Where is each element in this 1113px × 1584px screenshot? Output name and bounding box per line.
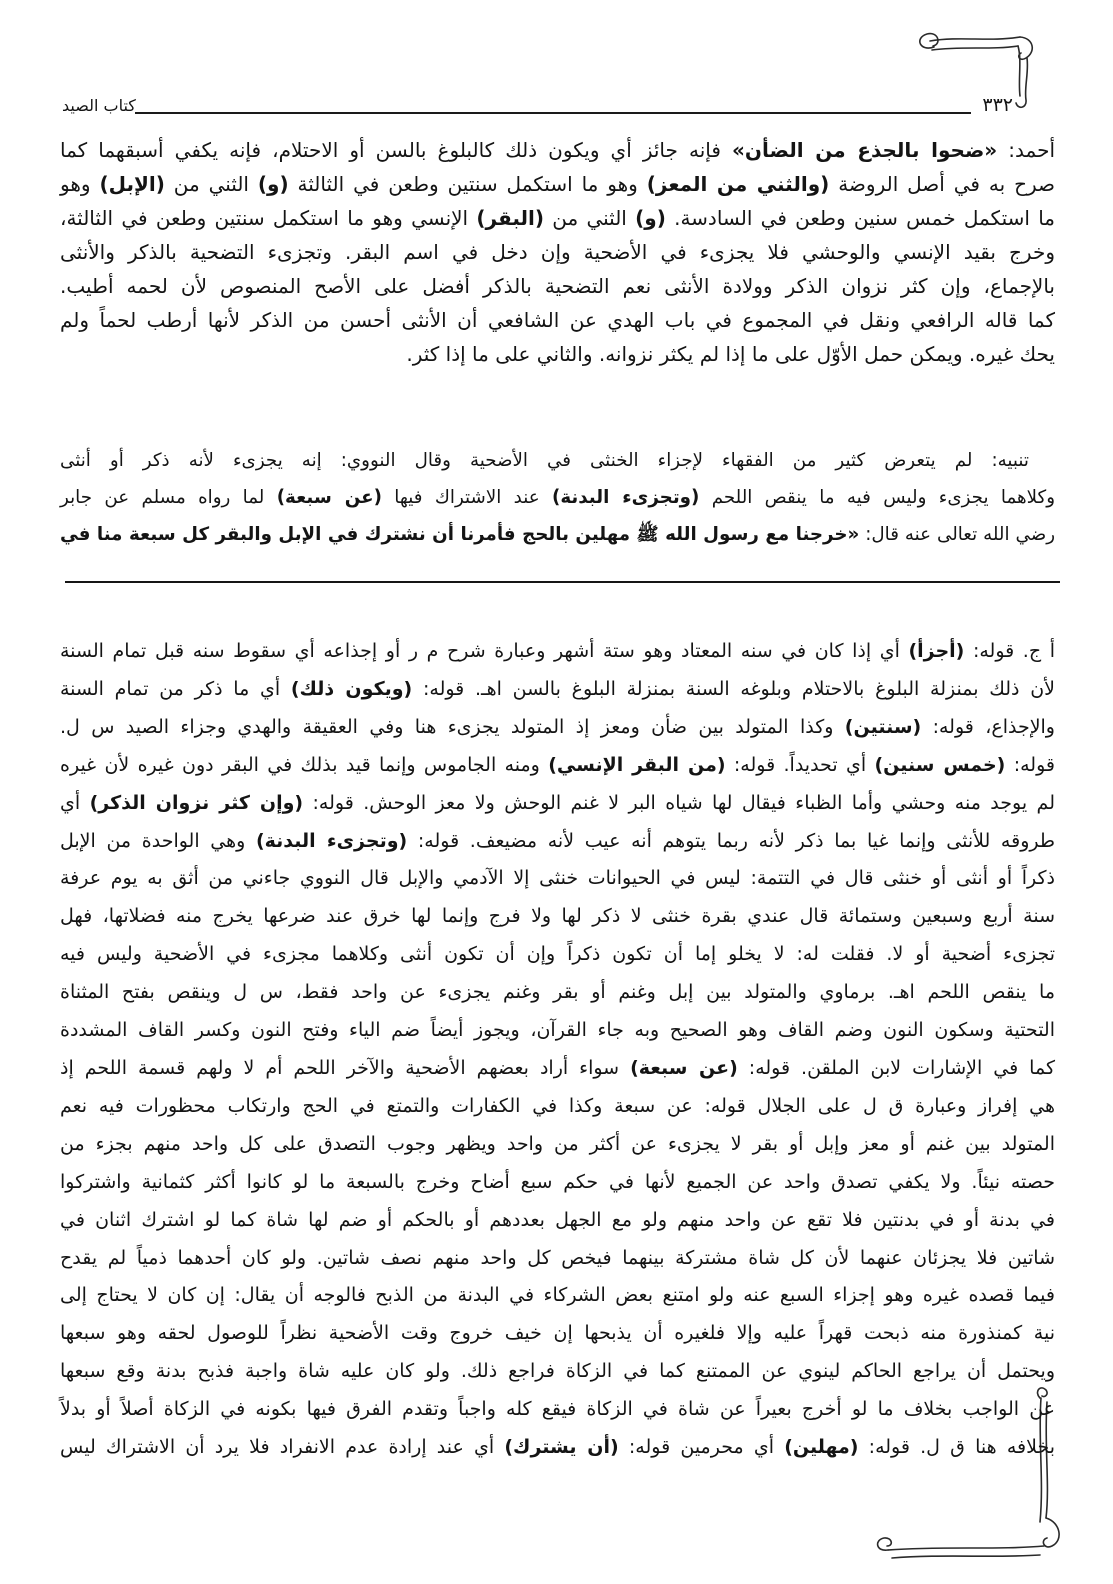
commentary-line: ما ينقص اللحم اهـ. برماوي والمتولد بين إبل وغنم أو بقر وغنم يجزىء عن واحد فقط، س ل وينقص بفتح المثناة bbox=[60, 981, 1055, 1004]
commentary-line: كما في الإشارات لابن الملقن. قوله: (عن سبعة) سواء أراد بعضهم الأضحية والآخر اللحم أم لا ولهم قسمة اللحم إذ bbox=[60, 1056, 1055, 1079]
commentary-line: لم يوجد منه وحشي وأما الظباء فيقال لها شياه البر لا غنم الوحش ولا معز الوحش. قوله: (وإن كثر نزوان الذكر) أي bbox=[60, 791, 1055, 814]
bold-phrase: (الإبل) bbox=[99, 172, 165, 196]
commentary-line: بخلافه هنا ق ل. قوله: (مهلين) أي محرمين قوله: (أن يشترك) أي عند إرادة عدم الانفراد فلا يرد أن الاشتراك ليس bbox=[60, 1436, 1055, 1459]
bold-phrase: (سنتين) bbox=[844, 715, 922, 738]
main-text-line: يحك غيره. ويمكن حمل الأوّل على ما إذا لم يكثر نزوانه. والثاني على ما إذا كثر. bbox=[406, 342, 1055, 366]
bold-phrase: (ويكون ذلك) bbox=[290, 677, 413, 700]
main-text-line: أحمد: «ضحوا بالجذع من الضأن» فإنه جائز أي ويكون ذلك كالبلوغ بالسن أو الاحتلام، فإنه يكفي أسبقهما كما bbox=[60, 138, 1055, 162]
commentary-line: طروقه للأنثى وإنما غيا بما ذكر لأنه ربما يتوهم أنه عيب لأنه مضيعف. قوله: (وتجزىء البدنة) وهي الواحدة من الإبل bbox=[60, 829, 1055, 852]
page-number: ٣٣٢ bbox=[982, 94, 1013, 116]
main-text-line: ما استكمل خمس سنين وطعن في السادسة. (و) الثني من (البقر) الإنسي وهو ما استكمل سنتين وطعن في الثالثة، bbox=[60, 206, 1056, 230]
commentary bbox=[60, 633, 1055, 1467]
commentary-line: تجزىء أضحية أو لا. فقلت له: لا يخلو إما أن تكون ذكراً وإن أن تكون أنثى وكلاهما مجزىء في الأضحية وليس فيه bbox=[60, 943, 1055, 966]
main-text-paragraph-2 bbox=[60, 442, 1055, 553]
commentary-line: والإجذاع، قوله: (سنتين) وكذا المتولد بين ضأن ومعز إذ المتولد يجزىء هنا وفي العقيقة والهدي وجزاء الصيد س ل. bbox=[60, 715, 1055, 738]
main-text-line: كما قاله الرافعي ونقل في المجموع في باب الهدي عن الشافعي أن الأنثى أحسن من الذكر لأنها أرطب لحماً ولم bbox=[60, 308, 1055, 332]
bold-phrase: (و) bbox=[635, 206, 666, 230]
commentary-line: لأن ذلك بمنزلة البلوغ بالاحتلام وبلوغه السنة بمنزلة البلوغ بالسن اهـ. قوله: (ويكون ذلك) أي ما ذكر من تمام السنة bbox=[60, 677, 1056, 700]
bold-phrase: «ضحوا بالجذع من الضأن» bbox=[731, 138, 998, 162]
bold-phrase: «خرجنا مع رسول الله ﷺ مهلين بالحج فأمرنا أن نشترك في الإبل والبقر كل سبعة منا في bbox=[60, 524, 860, 545]
corner-ornament-top bbox=[920, 34, 1032, 108]
commentary-line: شاتين فلا يجزئان عنهما لأن كل شاة مشتركة بينهما فيخص كل واحد منهم نصف شاتين. ولو كان أحدهما ذمياً لم يقدح bbox=[60, 1246, 1055, 1269]
bold-phrase: (مهلين) bbox=[784, 1436, 859, 1459]
main-text-line: بالإجماع، وإن كثر نزوان الذكر وولادة الأنثى نعم التضحية بالذكر أفضل على الأصح المنصوص لأن لحمه أطيب. bbox=[60, 274, 1055, 298]
main-text-line: وكلاهما يجزىء وليس فيه ما ينقص اللحم (وتجزىء البدنة) عند الاشتراك فيها (عن سبعة) لما رواه مسلم عن جابر bbox=[60, 487, 1056, 508]
main-text-line: تنبيه: لم يتعرض كثير من الفقهاء لإجزاء الخنثى في الأضحية وقال النووي: إنه يجزىء لأنه ذكر أو أنثى bbox=[60, 450, 1029, 471]
bold-phrase: (وتجزىء البدنة) bbox=[255, 829, 408, 852]
main-text-line: صرح به في أصل الروضة (والثني من المعز) وهو ما استكمل سنتين وطعن في الثالثة (و) الثني من (الإبل) وهو bbox=[60, 172, 1056, 196]
commentary-line: التحتية وسكون النون وضم القاف وهو الصحيح وبه جاء القرآن، ويجوز أيضاً ضم الياء وفتح النون وكسر القاف المشددة bbox=[60, 1019, 1055, 1042]
commentary-line: في بدنة أو في بدنتين فلا تقع عن واحد منهم ولو مع الجهل بعددهم أو بالحكم أو ضم لها شاة كما لو اشترك اثنان في bbox=[60, 1208, 1055, 1231]
bold-phrase: (وإن كثر نزوان الذكر) bbox=[89, 791, 304, 814]
commentary-line: ذكراً أو أنثى أو خنثى قال في التتمة: ليس في الحيوانات خنثى إلا الآدمي والإبل قال النووي جاءني من أثق به يوم عرفة bbox=[60, 867, 1055, 890]
main-text-line: رضي الله تعالى عنه قال: «خرجنا مع رسول الله ﷺ مهلين بالحج فأمرنا أن نشترك في الإبل والبقر كل سبعة منا في bbox=[60, 524, 1056, 545]
bold-phrase: (خمس سنين) bbox=[874, 753, 1006, 776]
bold-phrase: (والثني من المعز) bbox=[646, 172, 830, 196]
main-text-paragraph-1 bbox=[60, 133, 1055, 371]
commentary-line: ويحتمل أن يراجع الحاكم لينوي عن الممتنع كما في الزكاة فراجع ذلك. ولو كان عليه شاة واجبة فذبح بدنة وقع سبعها bbox=[60, 1360, 1055, 1383]
commentary-line: فيما قصده غيره وهو إجزاء السبع عنه ولو امتنع بعض الشركاء في البدنة من الذبح فالوجه أن يقال: إن كان لا يحتاج إلى bbox=[60, 1284, 1055, 1307]
commentary-line: نية كمنذورة منه ذبحت قهراً عليه وإلا فلغيره أن يذبحها إن خيف خروج وقت الأضحية نظراً للوصول لحقه وهو سبعها bbox=[60, 1322, 1055, 1345]
header-rule bbox=[135, 112, 971, 114]
running-title: كتاب الصيد bbox=[62, 96, 136, 115]
commentary-line: المتولد بين غنم أو معز وإبل أو بقر لا يجزىء عن أكثر من واحد ويظهر وجوب التصدق على كل واحد منهم بجزء من bbox=[60, 1132, 1055, 1155]
commentary-line: هي إفراز وعبارة ق ل على الجلال قوله: عن سبعة وكذا في الكفارات والتمتع في الحج وارتكاب محظورات فيه نعم bbox=[60, 1094, 1055, 1117]
commentary-line: أ ج. قوله: (أجزأ) أي إذا كان في سنه المعتاد وهو ستة أشهر وعبارة شرح م ر أو إجذاعه أي سقوط سنه قبل تمام السنة bbox=[60, 640, 1055, 662]
bold-phrase: (البقر) bbox=[476, 206, 545, 230]
commentary-line: عن الواجب بخلاف ما لو أخرج بعيراً عن شاة في الزكاة فيقع كله واجباً وتقدم الفرق فيها بكونه في الزكاة أصلاً أو بدلاً bbox=[60, 1398, 1055, 1421]
bold-phrase: (وتجزىء البدنة) bbox=[552, 487, 700, 508]
commentary-line: حصته نيئاً. ولا يكفي تصدق واحد عن الجميع لأنها في حكم سبع أضاح وخرج بالسبعة ما لو كانوا أكثر كثمانية واشتركوا bbox=[60, 1170, 1055, 1193]
bold-phrase: (أن يشترك) bbox=[504, 1436, 619, 1459]
commentary-line: قوله: (خمس سنين) أي تحديداً. قوله: (من البقر الإنسي) ومنه الجاموس وإنما قيد بذلك في البقر دون غيره لأن غيره bbox=[60, 753, 1055, 776]
bold-phrase: (عن سبعة) bbox=[630, 1056, 738, 1079]
bold-phrase: (و) bbox=[257, 172, 289, 196]
bold-phrase: (أجزأ) bbox=[908, 640, 965, 662]
bold-phrase: (من البقر الإنسي) bbox=[548, 753, 726, 776]
bold-phrase: (عن سبعة) bbox=[276, 487, 382, 508]
section-divider-rule bbox=[65, 581, 1060, 583]
main-text-line: وخرج بقيد الإنسي والوحشي فلا يجزىء في الأضحية وإن دخل في اسم البقر. وتجزىء التضحية بالذكر والأنثى bbox=[60, 240, 1055, 264]
commentary-line: سنة أربع وسبعين وستمائة قال عندي بقرة خنثى لا ذكر لها ولا فرج وإنما لها خرق عند ضرعها يخرج منه فضلاتها، فهل bbox=[60, 905, 1055, 928]
